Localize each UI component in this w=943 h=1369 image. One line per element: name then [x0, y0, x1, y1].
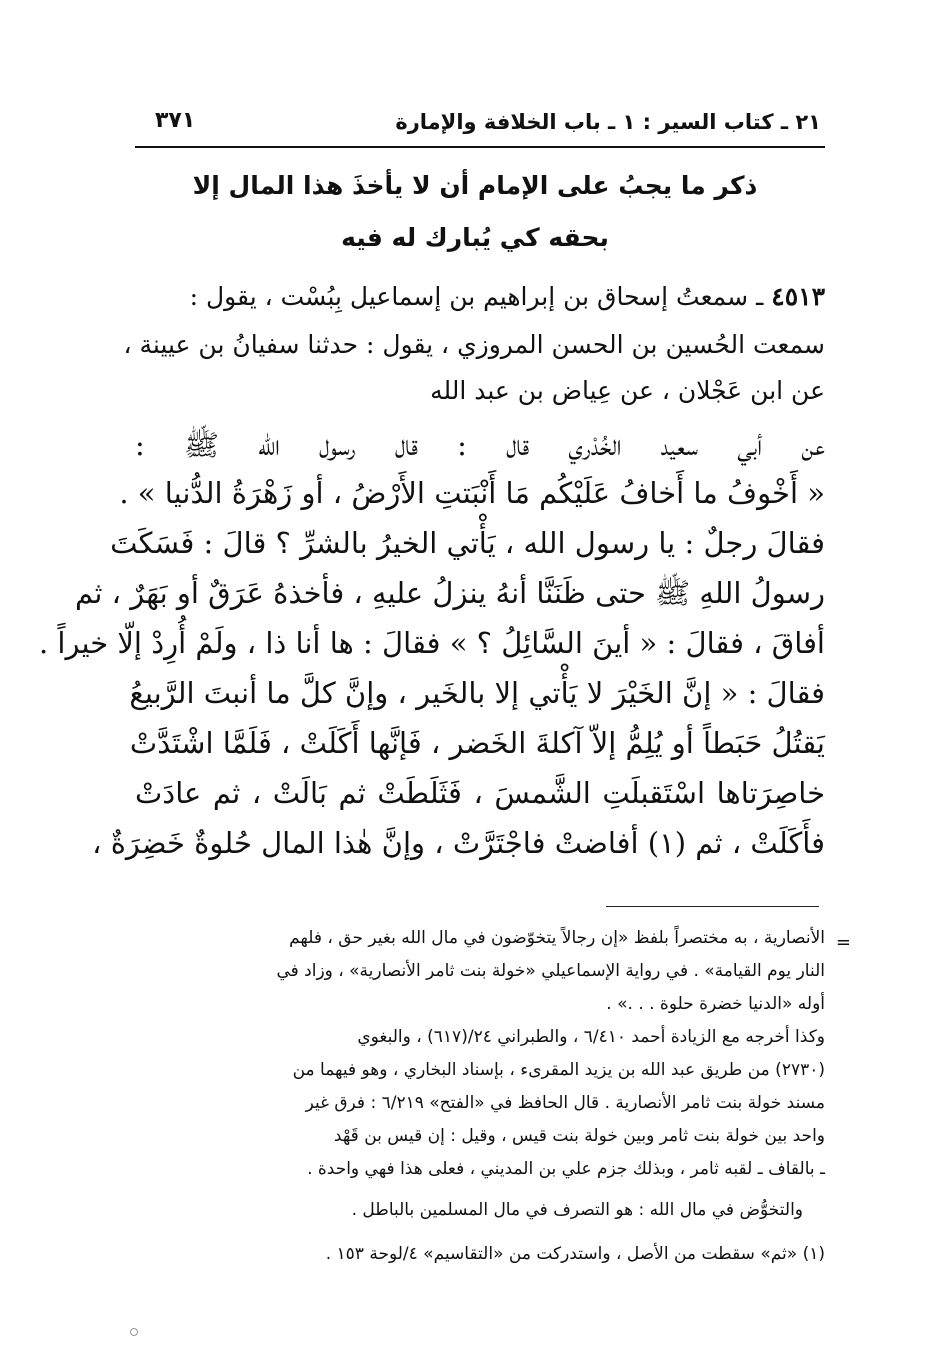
matn-line-6: فقالَ : « إنَّ الخَيْرَ لا يَأْتي إلا بالخَير ، وإنَّ كلَّ ما أنبتَ الرَّبيعُ [129, 676, 825, 710]
page-number: ٣٧١ [155, 108, 196, 133]
footnote-line-4: وكذا أخرجه مع الزيادة أحمد ٦/٤١٠ ، والطبراني ٢٤/(٦١٧) ، والبغوي [357, 1027, 825, 1047]
matn-line-1: عن أبي سعيد الخُدْري قال : قال رسول الله ﷺ : [135, 428, 825, 462]
matn-line-8: خاصِرَتاها اسْتَقبلَتِ الشَّمسَ ، فَثَلَطَتْ ثم بَالَتْ ، ثم عادَتْ [135, 776, 825, 810]
running-header [135, 100, 825, 148]
isnad-line-2: سمعت الحُسين بن الحسن المروزي ، يقول : حدثنا سفيانُ بن عيينة ، [123, 330, 825, 359]
footnote-line-6: مسند خولة بنت ثامر الأنصارية . قال الحافظ في «الفتح» ٦/٢١٩ : فرق غير [305, 1093, 825, 1113]
footnote-separator [606, 906, 819, 907]
isnad-line-3: عن ابن عَجْلان ، عن عِياض بن عبد الله [430, 376, 825, 405]
matn-line-7: يَقتُلُ حَبَطاً أو يُلِمُّ إلاّ آكلةَ الخَضر ، فَإنَّها أَكَلَتْ ، فَلَمَّا اشْتَدَّتْ [129, 726, 825, 760]
footnote-continuation-marker: = [835, 932, 851, 953]
isnad-line-1 [135, 282, 825, 312]
footnote-line-5: (٢٧٣٠) من طريق عبد الله بن يزيد المقرىء ، بإسناد البخاري ، وهو فيهما من [292, 1060, 825, 1080]
running-title: ٢١ ـ كتاب السير : ١ ـ باب الخلافة والإمارة [395, 110, 821, 134]
footnote-line-2: النار يوم القيامة» . في رواية الإسماعيلي «خولة بنت ثامر الأنصارية» ، وزاد في [276, 961, 825, 981]
footnote-1: (١) «ثم» سقطت من الأصل ، واستدركت من «التقاسيم» ٤/لوحة ١٥٣ . [325, 1244, 825, 1264]
footnote-line-9: والتخوُّض في مال الله : هو التصرف في مال المسلمين بالباطل . [351, 1200, 803, 1220]
isnad-text-1: ـ سمعتُ إسحاق بن إبراهيم بن إسماعيل بِبُسْت ، يقول : [189, 282, 764, 311]
hadith-number: ٤٥١٣ [771, 282, 825, 311]
matn-line-3: فقالَ رجلٌ : يا رسول الله ، يَأْتي الخيرُ بالشرِّ ؟ قالَ : فَسَكَتَ [110, 526, 825, 560]
chapter-title-line-2: بحقه كي يُبارك له فيه [341, 223, 609, 252]
footnote-line-8: ـ بالقاف ـ لقبه ثامر ، وبذلك جزم علي بن المديني ، فعلى هذا فهي واحدة . [307, 1159, 825, 1179]
matn-line-4: رسولُ اللهِ ﷺ حتى ظَنَنَّا أنهُ ينزلُ عليهِ ، فأخذهُ عَرَقٌ أو بَهَرٌ ، ثم [75, 576, 825, 610]
matn-line-9: فأَكَلَتْ ، ثم (١) أفاضتْ فاجْتَرَّتْ ، وإنَّ هٰذا المال حُلوةٌ خَضِرَةٌ ، [92, 826, 825, 860]
matn-line-5: أفاقَ ، فقالَ : « أينَ السَّائِلُ ؟ » فقالَ : ها أنا ذا ، ولَمْ أُرِدْ إلّا خيراً . [39, 626, 825, 660]
matn-line-2: « أَخْوفُ ما أَخافُ عَلَيْكُم مَا أَنْبَتتِ الأَرْضُ ، أو زَهْرَةُ الدُّنيا » . [119, 476, 825, 510]
page-edge-mark [130, 1328, 138, 1336]
footnote-line-7: واحد بين خولة بنت ثامر وبين خولة بنت قيس ، وقيل : إن قيس بن قَهْد [333, 1126, 825, 1146]
footnote-line-1: الأنصارية ، به مختصراً بلفظ «إن رجالاً يتخوّضون في مال الله بغير حق ، فلهم [289, 928, 825, 948]
chapter-title-line-1: ذكر ما يجبُ على الإمام أن لا يأخذَ هذا المال إلا [192, 171, 758, 200]
footnote-line-3: أوله «الدنيا خضرة حلوة . . .» . [606, 994, 825, 1014]
